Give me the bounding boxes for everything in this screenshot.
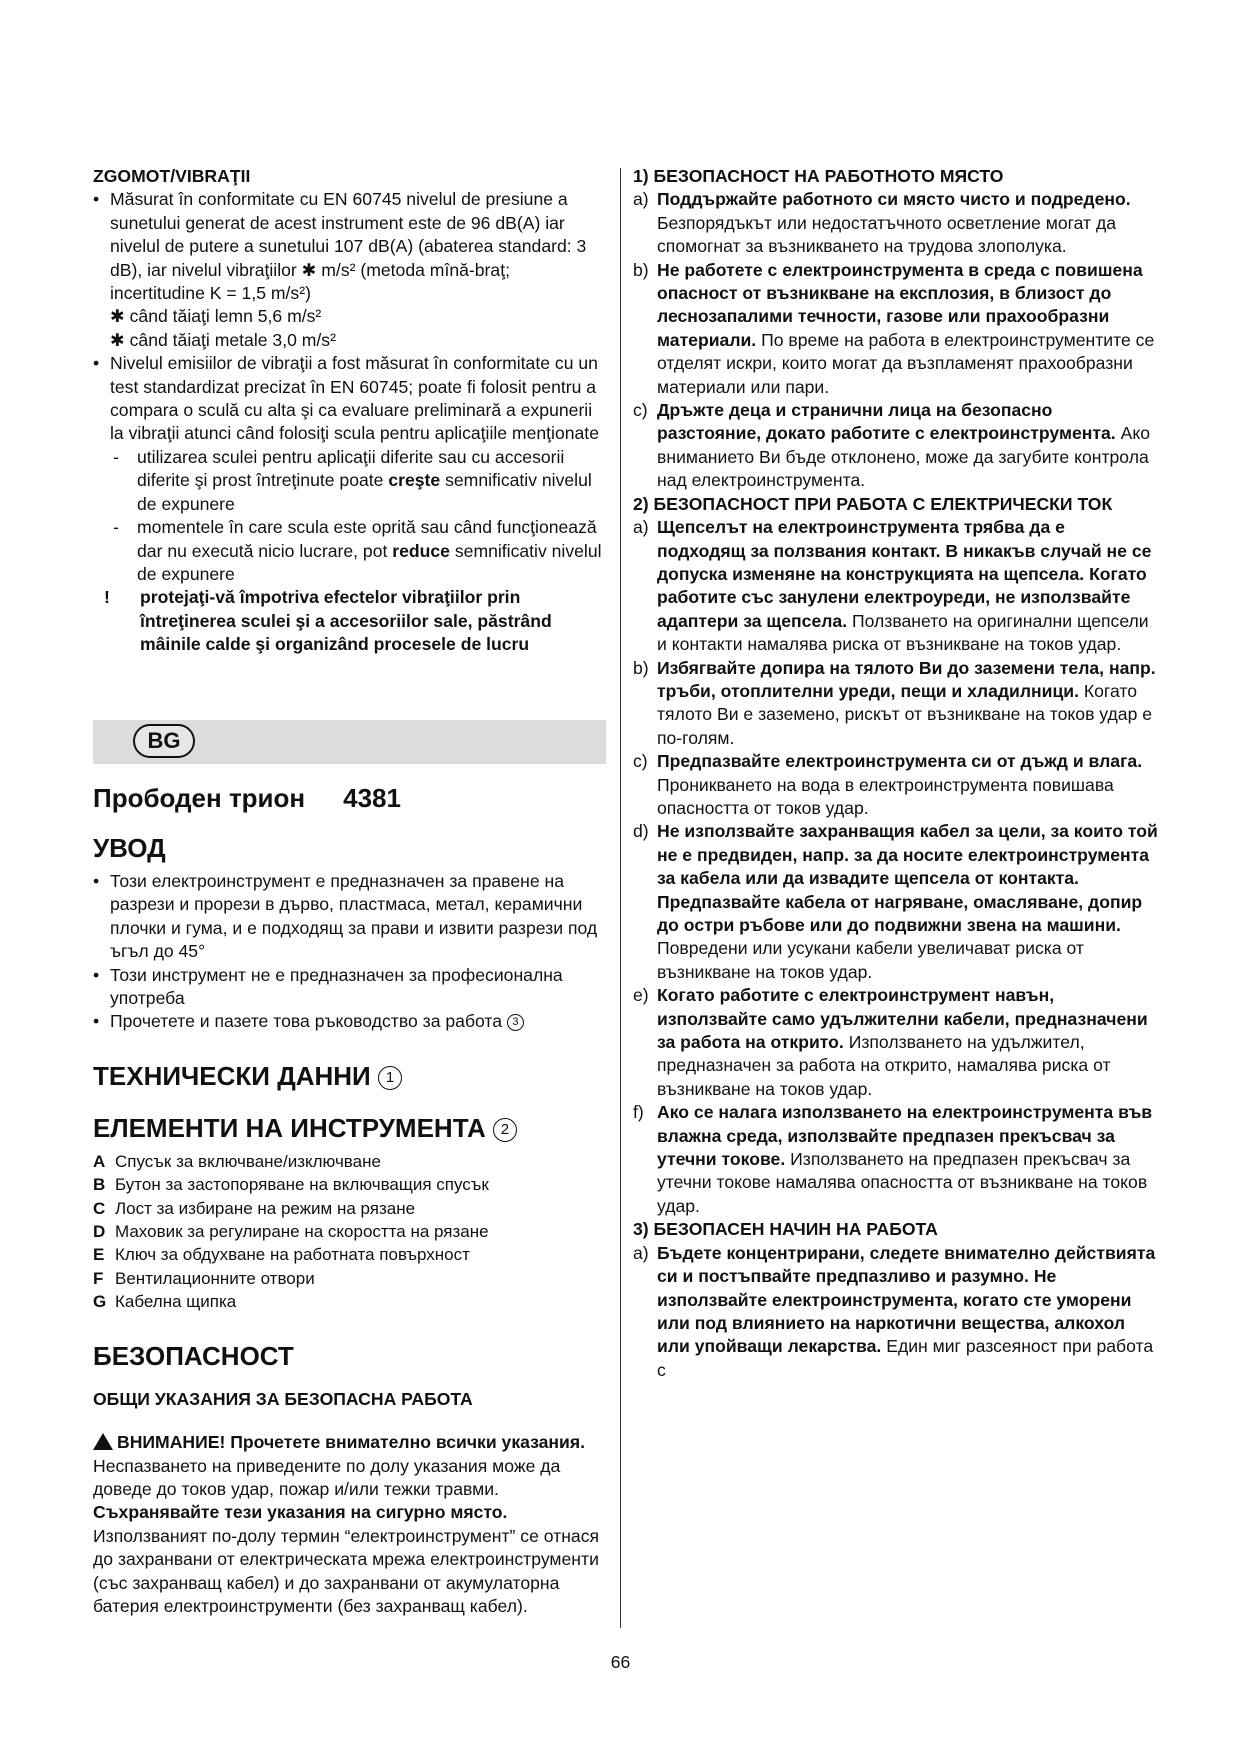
left-column-bg [93, 782, 606, 1618]
intro-item-1: • Този електроинструмент е предназначен за правене на разрези и прорези в дърво, пластмаса, метал, керамични плочки и гума, и е подходящ за прави и извити разрези под ъгъл до 45° [93, 871, 598, 962]
right-column [633, 165, 1158, 1382]
element-item: G Кабелна щипка [93, 1292, 237, 1312]
element-item: F Вентилационните отвори [93, 1268, 315, 1288]
language-bar [93, 720, 606, 764]
product-title: Прободен трион 4381 [93, 783, 401, 813]
rule-2c: c) Предпазвайте електроинструмента си от дъжд и влага. Проникването на вода в електроинструмента повишава опасността от токов удар. [633, 751, 1143, 818]
vibration-warning: ! protejaţi-vă împotriva efectelor vibraţiilor prin întreţinerea sculei şi a accesoriilor sale, păstrând mâinile calde şi organizând procesele de lucru [104, 587, 552, 655]
warning-triangle-icon [93, 1433, 113, 1450]
noise-bullet-2: • Nivelul emisiilor de vibraţii a fost măsurat în conformitate cu un test standardizat precizat în EN 60745; poate fi folosit pentru a compara o sculă cu alta şi ca evaluare preliminară a expunerii la vibraţii atunci când folosiţi scula pentru aplicaţiile menţionate [93, 353, 599, 444]
rule-1a: a) Поддържайте работното си място чисто и подредено. Безпорядъкът или недостатъчното осветление могат да спомогнат за възникването на трудова злополука. [633, 189, 1131, 257]
element-item: D Маховик за регулиране на скоростта на рязане [93, 1222, 489, 1242]
element-item: C Лост за избиране на режим на рязане [93, 1198, 416, 1218]
rule-2e: e) Когато работите с електроинструмент навън, използвайте само удължителни кабели, предназначени за работа на открито. Използването на удължител, предназначен за работа на открито, намалява риска от възникване на токов удар. [633, 985, 1148, 1099]
rule-3a: a) Бъдете концентрирани, следете внимателно действията си и постъпвайте предпазливо и разумно. Не използвайте електроинструмента, когато сте уморени или под влиянието на наркотични вещества, алкохол или упойващи лекарства. Един миг разсеяност при работа с [633, 1242, 1156, 1380]
element-item: B Бутон за застопоряване на включващия спусък [93, 1175, 489, 1195]
rule-2f: f) Ако се налага използването на електроинструмента във влажна среда, използвайте предпазен прекъсвач за утечни токове. Използването на предпазен прекъсвач за утечни токове намалява опасността от възникване на токов удар. [633, 1102, 1153, 1216]
rule-2d: d) Не използвайте захранващия кабел за цели, за които той не е предвиден, напр. за да носите електроинструмента за кабела или да извадите щепсела от контакта. Предпазвайте кабела от нагряване, омасляване, допир до остри ръбове или до подвижни звена на машини. Повредени или усукани кабели увеличават риска от възникване на токов удар. [633, 821, 1158, 982]
element-item: E Ключ за обдухване на работната повърхност [93, 1245, 470, 1265]
safety-subtitle: ОБЩИ УКАЗАНИЯ ЗА БЕЗОПАСНА РАБОТА [93, 1388, 473, 1409]
noise-dash-2: - momentele în care scula este oprită sau când funcţionează dar nu execută nicio lucrare, pot reduce semnificativ nivelul de expunere [113, 517, 602, 584]
intro-title: УВОД [93, 833, 166, 863]
column-divider [620, 168, 621, 1628]
figure-ref-1-icon: 1 [378, 1066, 402, 1090]
page-number: 66 [610, 1652, 631, 1672]
rule-1b: b) Не работете с електроинструмента в среда с повишена опасност от възникване на експлозия, в близост до леснозапалими течности, газове или прахообразни материали. По време на работа в електроинструментите се отделят искри, които могат да възпламенят прахообразни материали или пари. [633, 259, 1155, 397]
elements-title: ЕЛЕМЕНТИ НА ИНСТРУМЕНТА 2 [93, 1112, 606, 1144]
intro-item-3: • Прочетете и пазете това ръководство за работа 3 [93, 1010, 606, 1033]
rule-1c: c) Дръжте деца и странични лица на безопасно разстояние, докато работите с електроинструмента. Ако вниманието Ви бъде отклонено, може да загубите контрола над електроинструмента. [633, 400, 1151, 491]
figure-ref-2-icon: 2 [493, 1118, 517, 1142]
element-item: A Спусък за включване/изключване [93, 1151, 381, 1171]
section-2-title: 2) БЕЗОПАСНОСТ ПРИ РАБОТА С ЕЛЕКТРИЧЕСКИ ТОК [633, 493, 1113, 514]
language-badge: BG [133, 724, 195, 758]
noise-wood: ✱ când tăiaţi lemn 5,6 m/s² [110, 306, 322, 327]
intro-item-2: • Този инструмент не е предназначен за професионална употреба [93, 964, 563, 1009]
left-column [93, 165, 606, 657]
rule-2a: a) Щепселът на електроинструмента трябва да е подходящ за ползвания контакт. В никакъв случай не се допуска изменяне на конструкцията на щепсела. Когато работите със занулени електроуреди, не използвайте адаптери за щепсела. Ползването на оригинални щепсели и контакти намалява риска от възникване на токов удар. [633, 517, 1152, 655]
section-3-title: 3) БЕЗОПАСЕН НАЧИН НА РАБОТА [633, 1219, 938, 1240]
safety-title: БЕЗОПАСНОСТ [93, 1340, 294, 1371]
rule-2b: b) Избягвайте допира на тялото Ви до заземени тела, напр. тръби, отоплителни уреди, пещи и хладилници. Когато тялото Ви е заземено, рискът от възникване на токов удар е по-голям. [633, 657, 1156, 748]
noise-title: ZGOMOT/VIBRAŢII [93, 166, 251, 186]
section-1-title: 1) БЕЗОПАСНОСТ НА РАБОТНОТО МЯСТО [633, 166, 1004, 186]
noise-dash-1: - utilizarea sculei pentru aplicaţii diferite sau cu accesorii diferite şi prost întreţinute poate creşte semnificativ nivelul de expunere [113, 446, 592, 514]
noise-bullet-1: • Măsurat în conformitate cu EN 60745 nivelul de presiune a sunetului generat de acest instrument este de 96 dB(A) iar nivelul de putere a sunetului 107 dB(A) (abaterea standard: 3 dB), iar nivelul vibraţiilor ✱ m/s² (metoda mînă-braţ; incertitudine K = 1,5 m/s²) [93, 189, 587, 304]
tech-data-title: ТЕХНИЧЕСКИ ДАННИ 1 [93, 1060, 606, 1092]
figure-ref-3-icon: 3 [507, 1014, 524, 1031]
safety-warning-paragraph: ВНИМАНИЕ! Прочетете внимателно всички указания. Неспазването на приведените по долу указания може да доведе до токов удар, пожар и/или тежки травми. Съхранявайте тези указания на сигурно място. Използваният по-долу термин “електроинструмент” се отнася до захранвани от електрическата мрежа електроинструменти (със захранващ кабел) и до захранвани от акумулаторна батерия електроинструменти (без захранващ кабел). [93, 1432, 600, 1616]
noise-metal: ✱ când tăiaţi metale 3,0 m/s² [110, 329, 336, 350]
